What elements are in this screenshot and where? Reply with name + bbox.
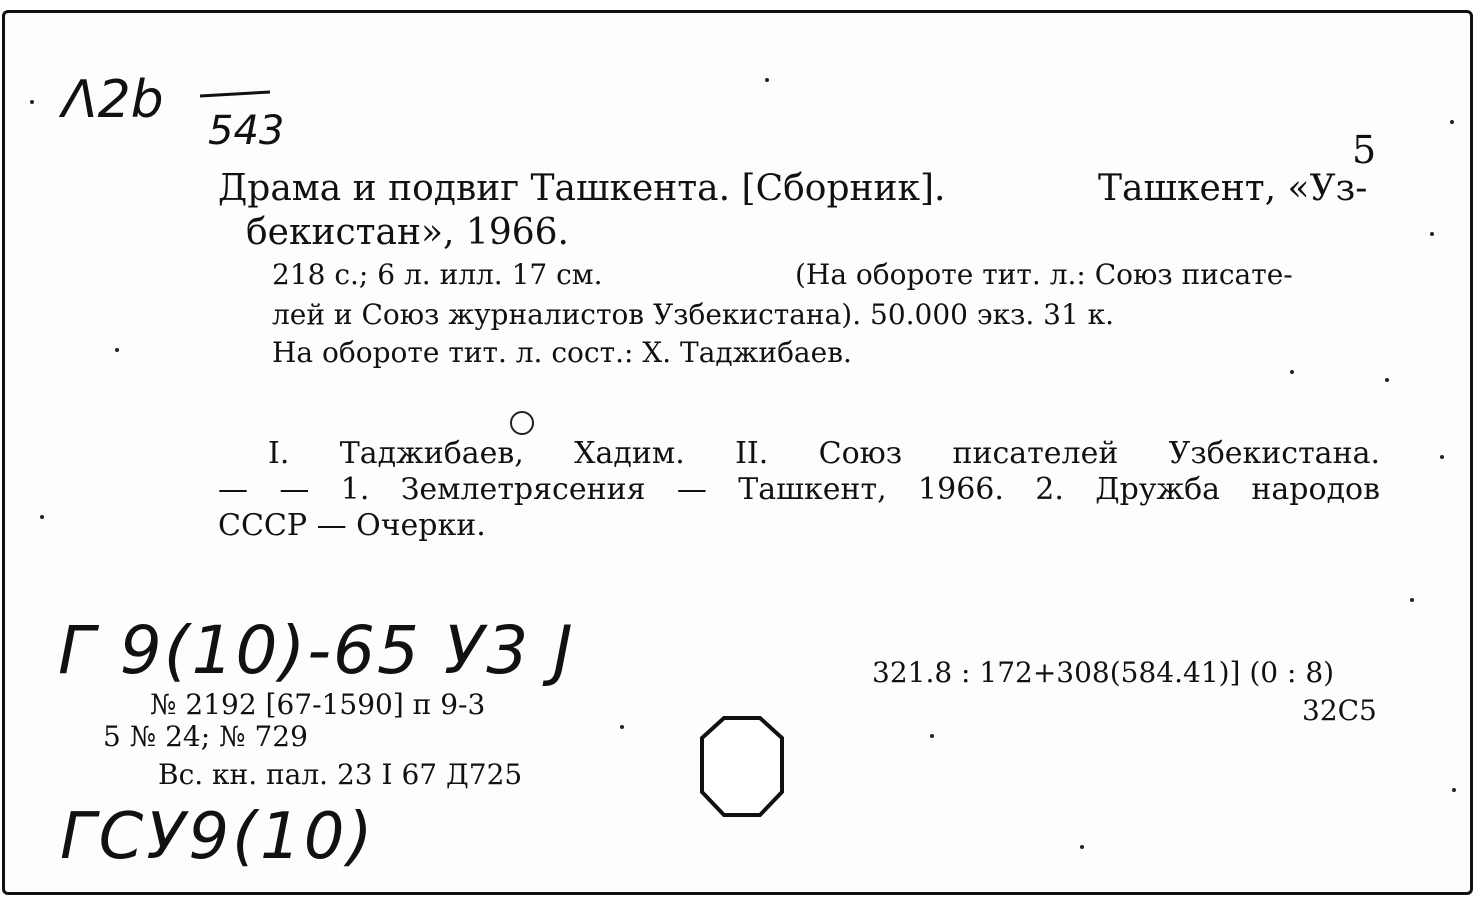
- speck: [1430, 232, 1434, 236]
- description-line-1-left: 218 с.; 6 л. илл. 17 см.: [272, 258, 603, 291]
- title-line-1-right: Ташкент, «Уз-: [1098, 168, 1368, 209]
- meta-line-1: № 2192 [67-1590] п 9-3: [150, 688, 486, 721]
- subject-line-1: I. Таджибаев, Хадим. II. Союз писателей Узбекистана.: [268, 436, 1380, 471]
- description-line-3: На обороте тит. л. сост.: Х. Таджибаев.: [272, 336, 852, 369]
- speck: [1290, 370, 1294, 374]
- description-line-2: лей и Союз журналистов Узбекистана). 50.000 экз. 31 к.: [272, 298, 1115, 331]
- description-line-1-right: (На обороте тит. л.: Союз писате-: [795, 258, 1293, 291]
- title-line-2: бекистан», 1966.: [246, 212, 569, 253]
- handwritten-shelfmark-top: Λ2b: [62, 70, 164, 130]
- speck: [765, 78, 769, 82]
- speck: [1450, 120, 1454, 124]
- card-number: 5: [1352, 128, 1377, 172]
- speck: [1440, 455, 1444, 459]
- speck: [40, 515, 44, 519]
- handwritten-shelfmark-bottom: ГСУ9(10): [60, 800, 376, 874]
- speck: [115, 348, 119, 352]
- speck: [1452, 788, 1456, 792]
- udc-code: 32С5: [1302, 694, 1377, 727]
- handwritten-overline: [200, 92, 270, 96]
- title-line-1-left: Драма и подвиг Ташкента. [Сборник].: [218, 168, 946, 209]
- meta-line-3: Вс. кн. пал. 23 I 67 Д725: [158, 758, 523, 791]
- speck: [30, 100, 34, 104]
- speck: [1385, 378, 1389, 382]
- handwritten-number-top: 543: [208, 108, 285, 154]
- udc-classification: 321.8 : 172+308(584.41)] (0 : 8): [872, 656, 1335, 689]
- speck: [620, 725, 624, 729]
- meta-line-2: 5 № 24; № 729: [103, 720, 308, 753]
- speck: [1080, 845, 1084, 849]
- pencil-mark: [511, 412, 533, 434]
- subject-line-2: — — 1. Землетрясения — Ташкент, 1966. 2. Дружба народов: [218, 472, 1380, 507]
- rod-hole: [702, 718, 782, 815]
- speck: [930, 734, 934, 738]
- speck: [1410, 598, 1414, 602]
- handwritten-classification: Г 9(10)-65 У3 J: [58, 612, 575, 689]
- subject-line-3: СССР — Очерки.: [218, 508, 486, 543]
